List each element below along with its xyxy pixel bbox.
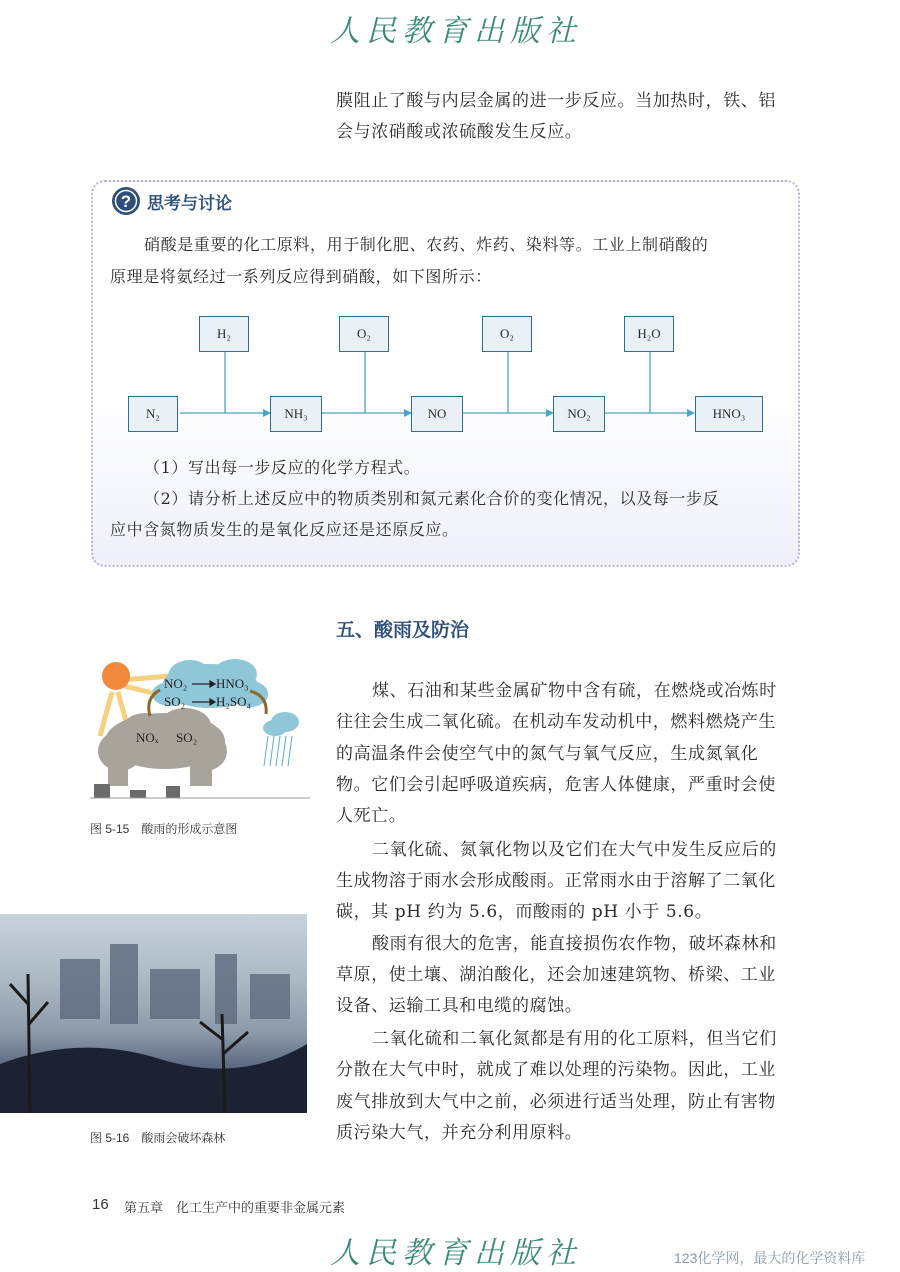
discussion-para-line-2: 原理是将氨经过一系列反应得到硝酸，如下图所示：: [110, 267, 492, 286]
section-line-12: 二氧化硫和二氧化氮都是有用的化工原料，但当它们: [372, 1029, 777, 1049]
label-so2-upper: SO₂: [164, 694, 186, 709]
section-line-14: 废气排放到大气中之前，必须进行适当处理，防止有害物: [336, 1092, 776, 1112]
label-nox: NOₓ: [136, 730, 159, 745]
discussion-para-line-1: 硝酸是重要的化工原料，用于制化肥、农药、炸药、染料等。工业上制硝酸的: [144, 235, 709, 254]
species-box-no: NO: [411, 396, 463, 432]
chapter-title: 第五章 化工生产中的重要非金属元素: [124, 1200, 346, 1215]
publisher-logo-bottom: 人民教育出版社: [330, 1236, 582, 1271]
question-1: （1）写出每一步反应的化学方程式。: [144, 458, 421, 477]
species-box-nh3: NH₃: [270, 396, 322, 432]
section-line-5: 人死亡。: [336, 806, 407, 826]
publisher-logo-top: 人民教育出版社: [330, 14, 582, 49]
section-line-6: 二氧化硫、氮氧化物以及它们在大气中发生反应后的: [372, 840, 777, 860]
reactant-box-h2o: H₂O: [624, 316, 674, 352]
section-title: 五、酸雨及防治: [336, 620, 470, 641]
label-hno3: HNO₃: [216, 676, 249, 691]
question-icon: [111, 186, 141, 216]
intro-line-2: 会与浓硝酸或浓硫酸发生反应。: [336, 122, 583, 142]
section-line-15: 质污染大气，并充分利用原料。: [336, 1123, 583, 1143]
species-box-n2: N₂: [128, 396, 178, 432]
label-so2-lower: SO₂: [176, 730, 198, 745]
sun-icon: [102, 662, 130, 690]
section-line-4: 物。它们会引起呼吸道疾病，危害人体健康，严重时会使: [336, 775, 776, 795]
section-line-7: 生成物溶于雨水会形成酸雨。正常雨水由于溶解了二氧化: [336, 871, 776, 891]
discussion-title: 思考与讨论: [147, 194, 232, 213]
acid-rain-forest-photo: [0, 914, 307, 1113]
figure-5-15-caption: 图 5-15 酸雨的形成示意图: [90, 822, 238, 836]
watermark-text: 123化学网，最大的化学资料库: [674, 1250, 866, 1266]
section-line-10: 草原，使土壤、湖泊酸化，还会加速建筑物、桥梁、工业: [336, 965, 776, 985]
species-box-no2: NO₂: [553, 396, 605, 432]
question-2-line-1: （2）请分析上述反应中的物质类别和氮元素化合价的变化情况，以及每一步反: [144, 489, 720, 508]
reactant-box-h2: H₂: [199, 316, 249, 352]
section-line-3: 的高温条件会使空气中的氮气与氧气反应，生成氮氧化: [336, 744, 759, 764]
page-number: 16: [92, 1196, 109, 1213]
figure-5-16-caption: 图 5-16 酸雨会破坏森林: [90, 1131, 226, 1145]
acid-rain-formation-diagram: [90, 656, 310, 801]
reactant-box-o2-second: O₂: [482, 316, 532, 352]
species-box-hno3: HNO₃: [695, 396, 763, 432]
section-line-2: 往往会生成二氧化硫。在机动车发动机中，燃料燃烧产生: [336, 712, 776, 732]
section-line-8: 碳，其 pH 约为 5.6，而酸雨的 pH 小于 5.6。: [336, 902, 713, 922]
reactant-box-o2-first: O₂: [339, 316, 389, 352]
section-line-9: 酸雨有很大的危害，能直接损伤农作物，破坏森林和: [372, 934, 777, 954]
section-line-1: 煤、石油和某些金属矿物中含有硫，在燃烧或冶炼时: [372, 681, 777, 701]
intro-line-1: 膜阻止了酸与内层金属的进一步反应。当加热时，铁、铝: [336, 91, 776, 111]
svg-text:?: ?: [120, 192, 132, 211]
section-line-11: 设备、运输工具和电缆的腐蚀。: [336, 996, 583, 1016]
question-2-line-2: 应中含氮物质发生的是氧化反应还是还原反应。: [110, 520, 459, 539]
label-no2: NO₂: [164, 676, 188, 691]
section-line-13: 分散在大气中时，就成了难以处理的污染物。因此，工业: [336, 1060, 776, 1080]
label-h2so4: H₂SO₄: [216, 694, 252, 709]
